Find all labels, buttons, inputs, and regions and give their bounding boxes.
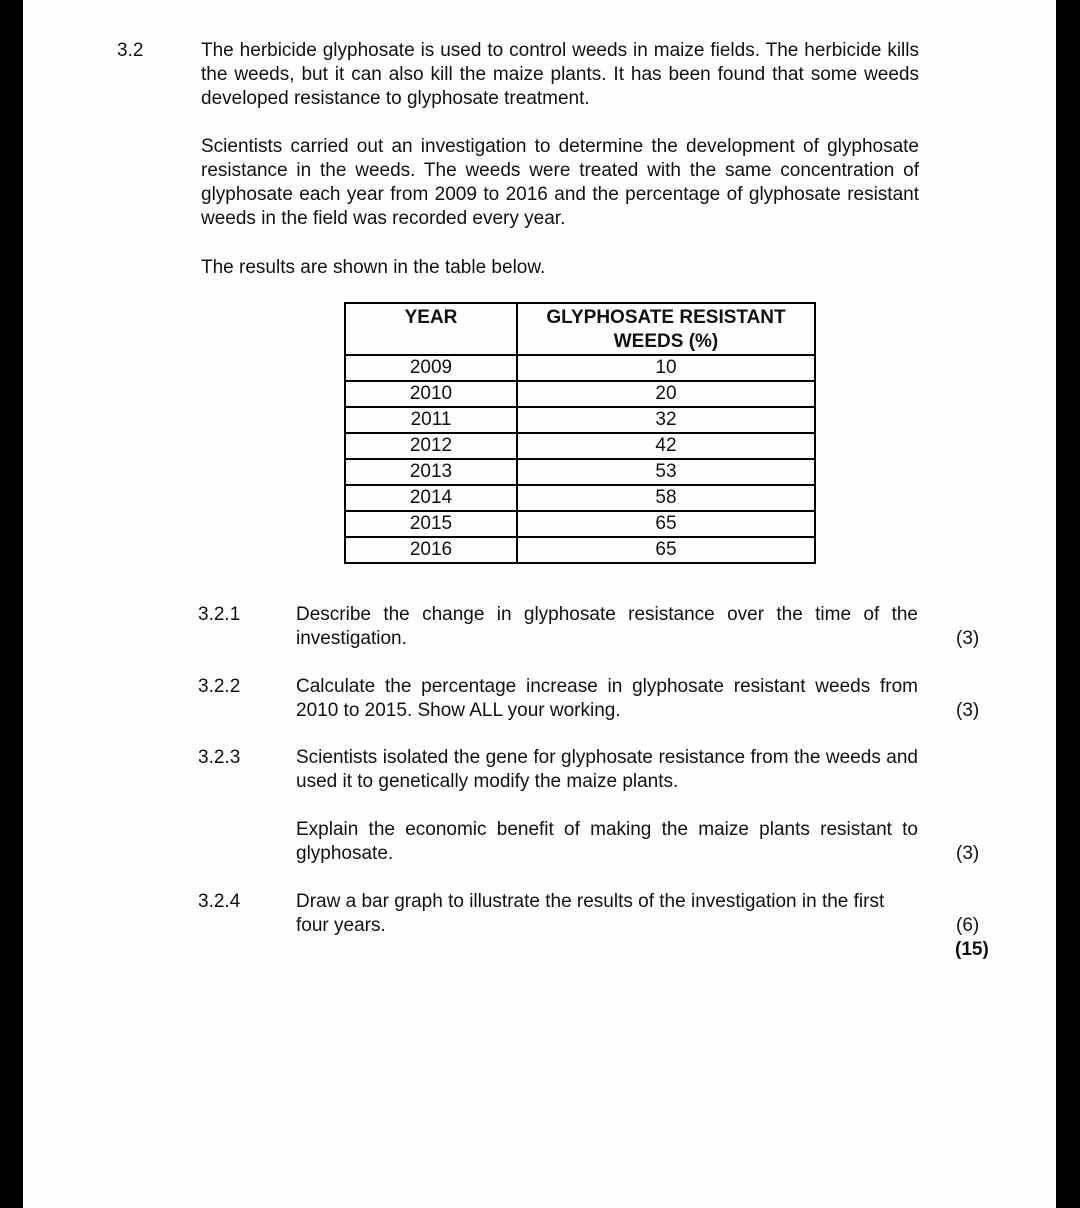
header-year: YEAR	[345, 303, 517, 355]
subquestion-marks: (3)	[956, 700, 980, 721]
table-row	[345, 407, 815, 433]
subquestion-number: 3.2.3	[198, 747, 241, 768]
exam-page	[23, 0, 1056, 1208]
table-row	[345, 433, 815, 459]
subquestion-marks: (3)	[956, 843, 980, 864]
cell-percent: 53	[517, 459, 815, 485]
cell-year: 2013	[345, 459, 517, 485]
table-row	[345, 459, 815, 485]
table-row	[345, 381, 815, 407]
subquestion-number: 3.2.1	[198, 604, 241, 625]
cell-percent: 32	[517, 407, 815, 433]
cell-year: 2011	[345, 407, 517, 433]
subquestion-marks: (3)	[956, 628, 980, 649]
cell-percent: 58	[517, 485, 815, 511]
subquestion-number: 3.2.4	[198, 891, 241, 912]
cell-percent: 42	[517, 433, 815, 459]
subquestion-text: Scientists isolated the gene for glyphosate resistance from the weeds and used it to genetically modify the maize plants.	[296, 747, 918, 792]
total-marks: (15)	[955, 939, 989, 960]
subquestion-text: Describe the change in glyphosate resistance over the time of the investigation.	[296, 604, 918, 649]
table-row	[345, 485, 815, 511]
subquestion-text: Calculate the percentage increase in glyphosate resistant weeds from 2010 to 2015. Show ALL your working.	[296, 676, 918, 721]
subquestion-text-continued: Explain the economic benefit of making the maize plants resistant to glyphosate.	[296, 819, 918, 864]
subquestion-number: 3.2.2	[198, 676, 241, 697]
cell-year: 2010	[345, 381, 517, 407]
cell-year: 2015	[345, 511, 517, 537]
cell-percent: 65	[517, 511, 815, 537]
intro-paragraph-2: Scientists carried out an investigation to determine the development of glyphosate resistance in the weeds. The weeds were treated with the same concentration of glyphosate each year from 2009 to 2016 and the percentage of glyphosate resistant weeds in the field was recorded every year.	[201, 136, 919, 229]
cell-year: 2009	[345, 355, 517, 381]
header-resistant-percent: GLYPHOSATE RESISTANT WEEDS (%)	[517, 303, 815, 355]
results-table	[344, 302, 816, 564]
intro-paragraph-1: The herbicide glyphosate is used to control weeds in maize fields. The herbicide kills the weeds, but it can also kill the maize plants. It has been found that some weeds developed resistance to glyphosate treatment.	[201, 40, 919, 109]
cell-percent: 20	[517, 381, 815, 407]
subquestion-marks: (6)	[956, 915, 980, 936]
question-number: 3.2	[117, 40, 144, 61]
cell-year: 2012	[345, 433, 517, 459]
table-row	[345, 355, 815, 381]
cell-percent: 65	[517, 537, 815, 563]
table-row	[345, 537, 815, 563]
cell-year: 2016	[345, 537, 517, 563]
cell-percent: 10	[517, 355, 815, 381]
table-header-row	[345, 303, 815, 355]
intro-paragraph-3: The results are shown in the table below.	[201, 257, 546, 278]
table-row	[345, 511, 815, 537]
cell-year: 2014	[345, 485, 517, 511]
subquestion-text: Draw a bar graph to illustrate the results of the investigation in the first four years.	[296, 891, 885, 936]
